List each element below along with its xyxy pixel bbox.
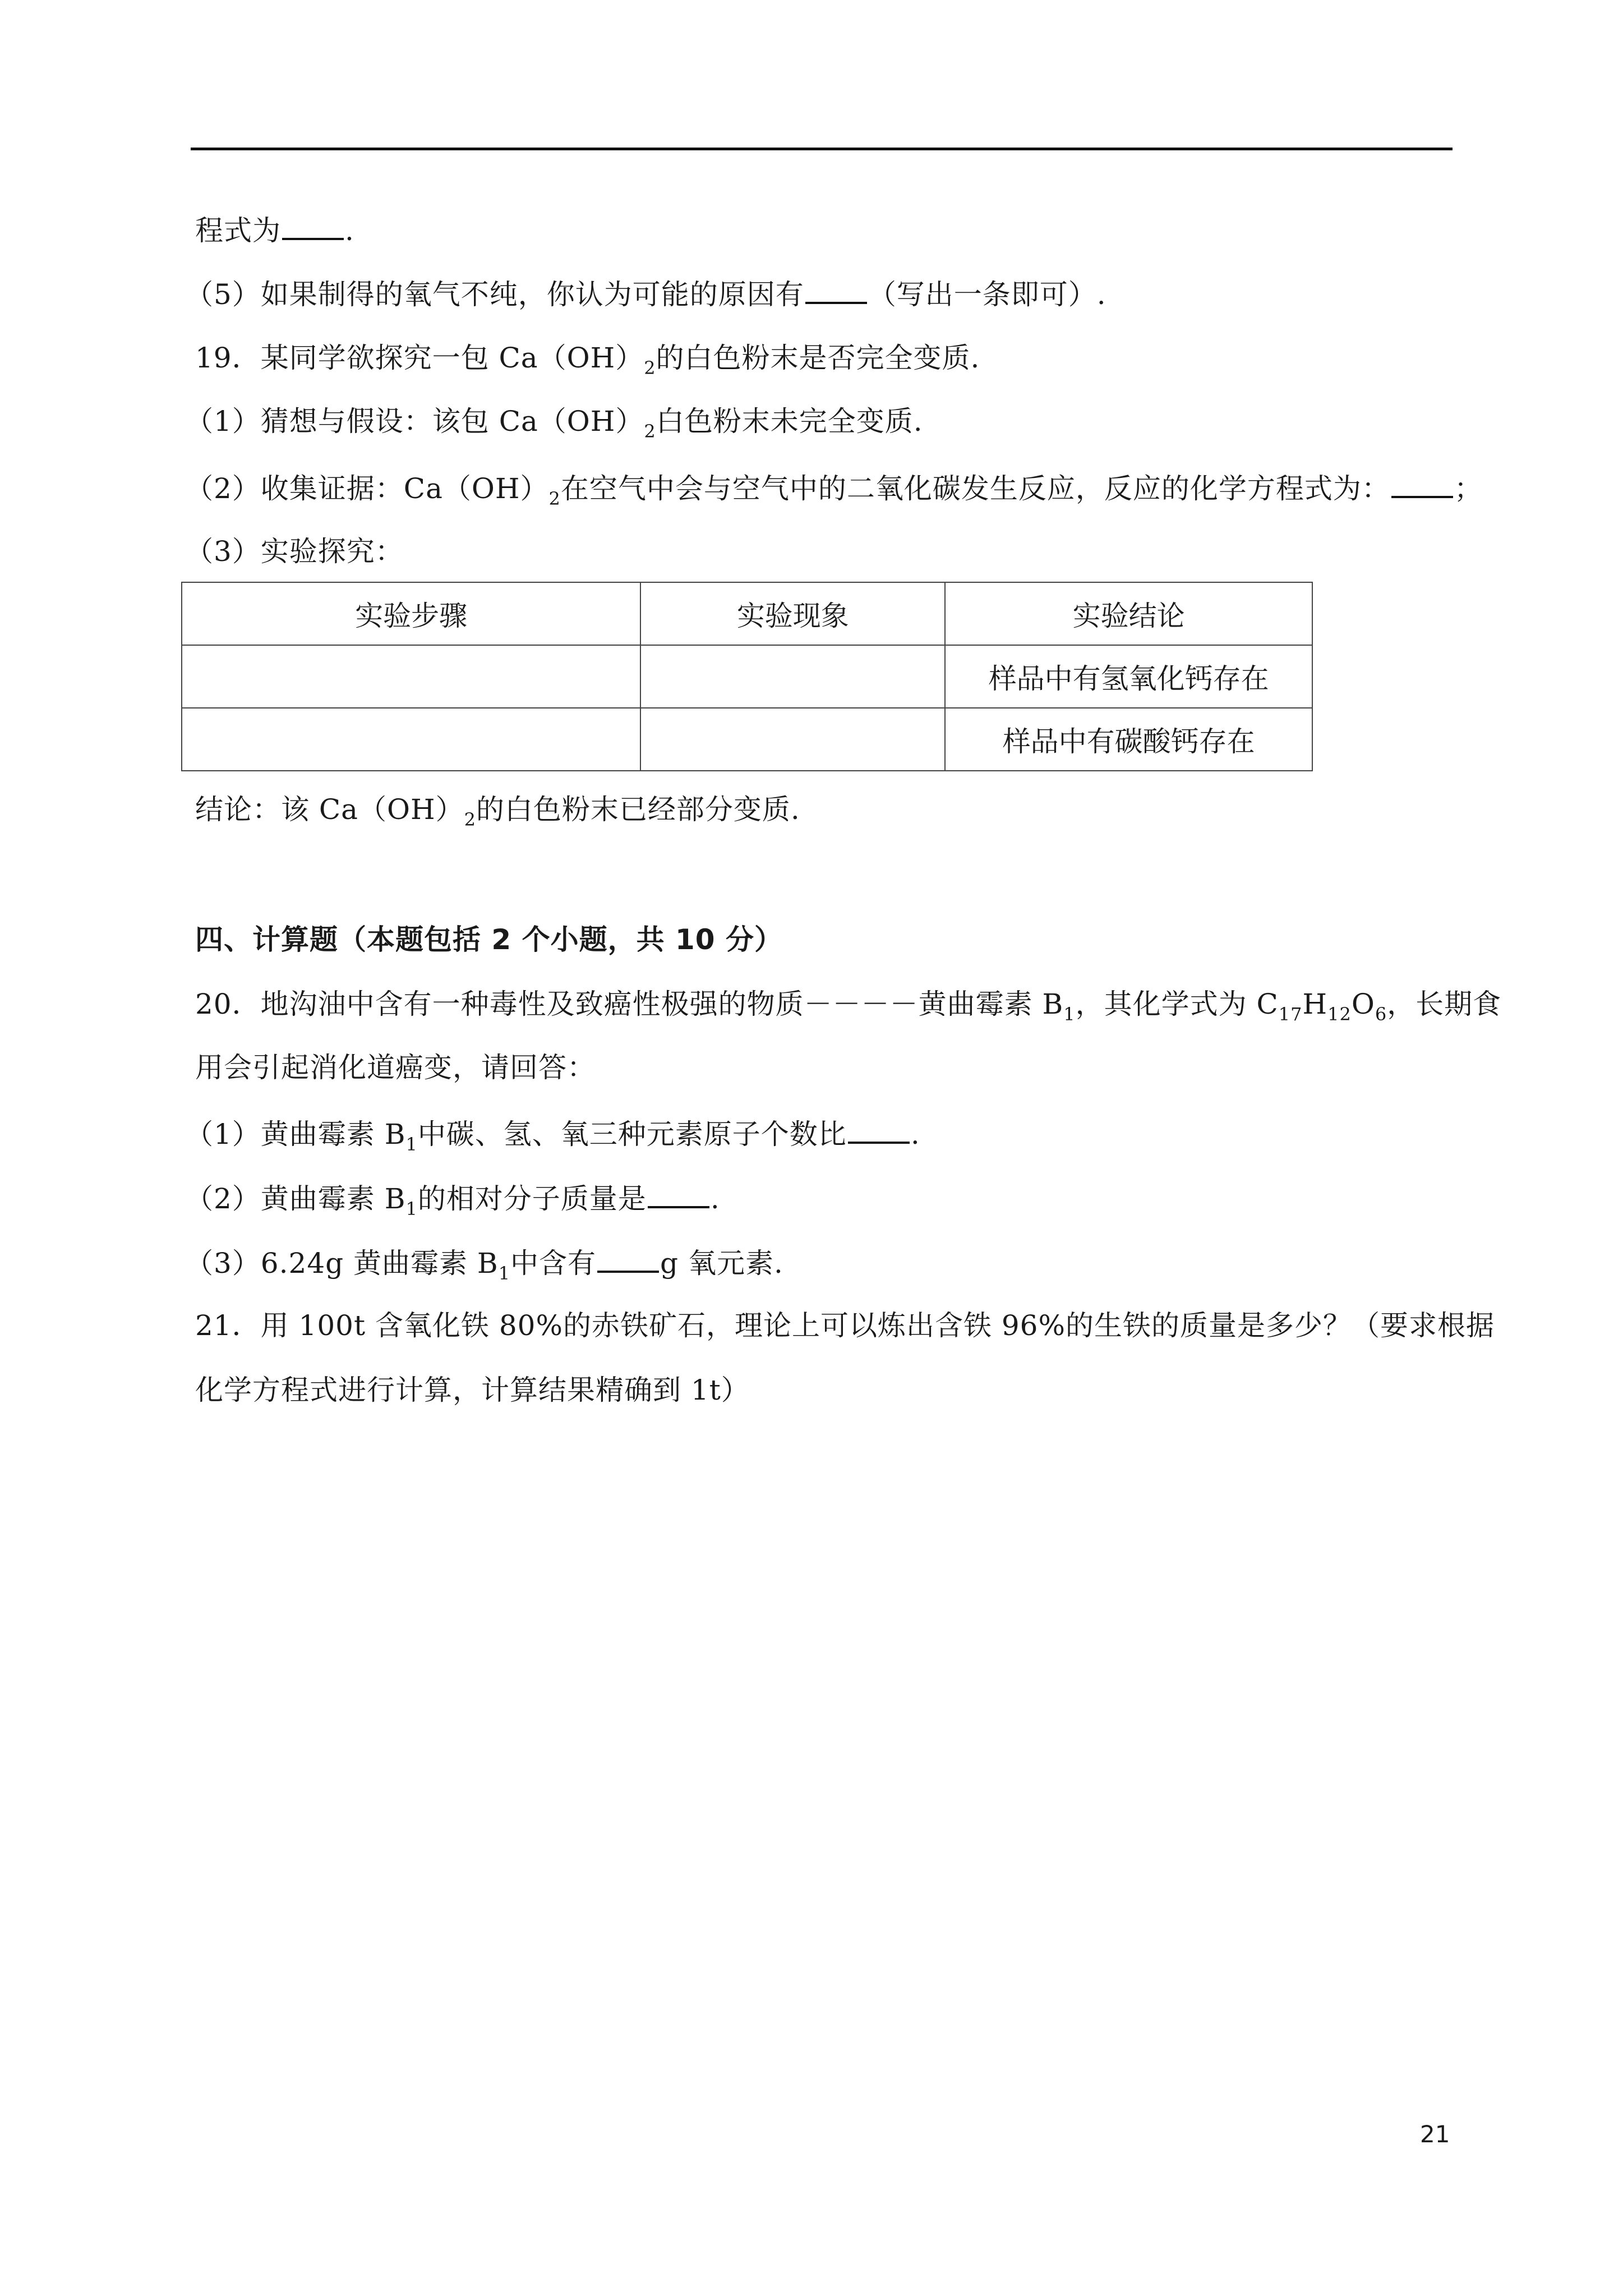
answer-blank[interactable] (1391, 467, 1453, 498)
q20-part2 (185, 1177, 720, 1228)
table-header-cell: 实验步骤 (182, 582, 640, 645)
q19-conclusion (195, 790, 800, 839)
text: （1）黄曲霉素 B (185, 1118, 406, 1151)
text: 的相对分子质量是 (417, 1182, 647, 1215)
table-cell[interactable] (182, 708, 640, 771)
subscript: 2 (548, 488, 561, 509)
q19-part2 (185, 467, 1483, 518)
table-cell: 样品中有碳酸钙存在 (945, 708, 1312, 771)
text: 21．用 100t 含氧化铁 80%的赤铁矿石，理论上可以炼出含铁 96%的生铁的质量是多少？（要求根据 (195, 1309, 1495, 1342)
experiment-table (181, 582, 1313, 771)
text: 的白色粉末已经部分变质. (476, 793, 800, 826)
header-rule (191, 148, 1453, 150)
answer-blank[interactable] (648, 1177, 709, 1208)
q19-part1 (185, 402, 923, 451)
subscript: 2 (464, 809, 476, 830)
subscript: 1 (405, 1134, 418, 1155)
answer-blank[interactable] (805, 273, 867, 304)
text: 白色粉末未完全变质. (656, 405, 923, 438)
text: 化学方程式进行计算，计算结果精确到 1t） (195, 1374, 750, 1406)
text: 的白色粉末是否完全变质. (656, 342, 980, 374)
answer-blank[interactable] (282, 209, 344, 240)
subscript: 2 (644, 421, 656, 442)
text: （2）黄曲霉素 B (185, 1182, 406, 1215)
text: 中含有 (510, 1247, 597, 1280)
answer-blank[interactable] (848, 1112, 910, 1144)
text: 结论：该 Ca（OH） (195, 793, 464, 826)
q20-part3 (185, 1241, 783, 1293)
answer-blank[interactable] (597, 1241, 659, 1273)
text: （1）猜想与假设：该包 Ca（OH） (185, 405, 644, 438)
text: （2）收集证据：Ca（OH） (185, 472, 549, 505)
table-cell[interactable] (182, 645, 640, 708)
q20-stem-line2 (195, 1048, 596, 1087)
page-number: 21 (1420, 2120, 1450, 2148)
text: （3）实验探究： (185, 535, 404, 568)
q18-equation-line (195, 209, 354, 250)
q19-part3 (185, 532, 404, 571)
table-cell: 样品中有氢氧化钙存在 (945, 645, 1312, 708)
text: . (710, 1182, 720, 1215)
q18-part5 (185, 273, 1106, 314)
text: （3）6.24g 黄曲霉素 B (185, 1247, 499, 1280)
subscript: 6 (1375, 1004, 1387, 1025)
text: 中碳、氢、氧三种元素原子个数比 (417, 1118, 847, 1151)
table-header-cell: 实验结论 (945, 582, 1312, 645)
text: 程式为 (195, 214, 281, 247)
section-title (195, 920, 783, 959)
text: 19．某同学欲探究一包 Ca（OH） (195, 342, 644, 374)
subscript: 2 (644, 357, 656, 379)
text: H (1302, 988, 1328, 1020)
q21-line1 (195, 1306, 1495, 1345)
text: 20．地沟油中含有一种毒性及致癌性极强的物质－－－－黄曲霉素 B (195, 988, 1064, 1020)
text: 在空气中会与空气中的二氧化碳发生反应，反应的化学方程式为： (560, 472, 1390, 505)
table-header-row (182, 582, 1312, 645)
table-cell[interactable] (640, 645, 945, 708)
subscript: 1 (405, 1198, 418, 1220)
table-cell[interactable] (640, 708, 945, 771)
text: O (1351, 988, 1375, 1020)
text: . (910, 1118, 920, 1151)
q21-line2 (195, 1370, 750, 1410)
text: （5）如果制得的氧气不纯，你认为可能的原因有 (185, 278, 804, 311)
text: 用会引起消化道癌变，请回答： (195, 1051, 596, 1084)
q20-stem (195, 984, 1501, 1034)
text: 四、计算题（本题包括 2 个小题，共 10 分） (195, 923, 783, 956)
q19-stem (195, 338, 980, 388)
text: g 氧元素. (660, 1247, 783, 1280)
subscript: 1 (1063, 1004, 1076, 1025)
q20-part1 (185, 1112, 920, 1164)
table-row (182, 645, 1312, 708)
subscript: 12 (1327, 1004, 1352, 1025)
text: ，长期食 (1387, 988, 1502, 1020)
text: ； (1454, 472, 1483, 505)
subscript: 17 (1278, 1004, 1303, 1025)
table-row (182, 708, 1312, 771)
text: ，其化学式为 C (1075, 988, 1279, 1020)
subscript: 1 (498, 1263, 511, 1284)
table-header-cell: 实验现象 (640, 582, 945, 645)
text: （写出一条即可）. (868, 278, 1106, 311)
text: . (345, 214, 354, 247)
